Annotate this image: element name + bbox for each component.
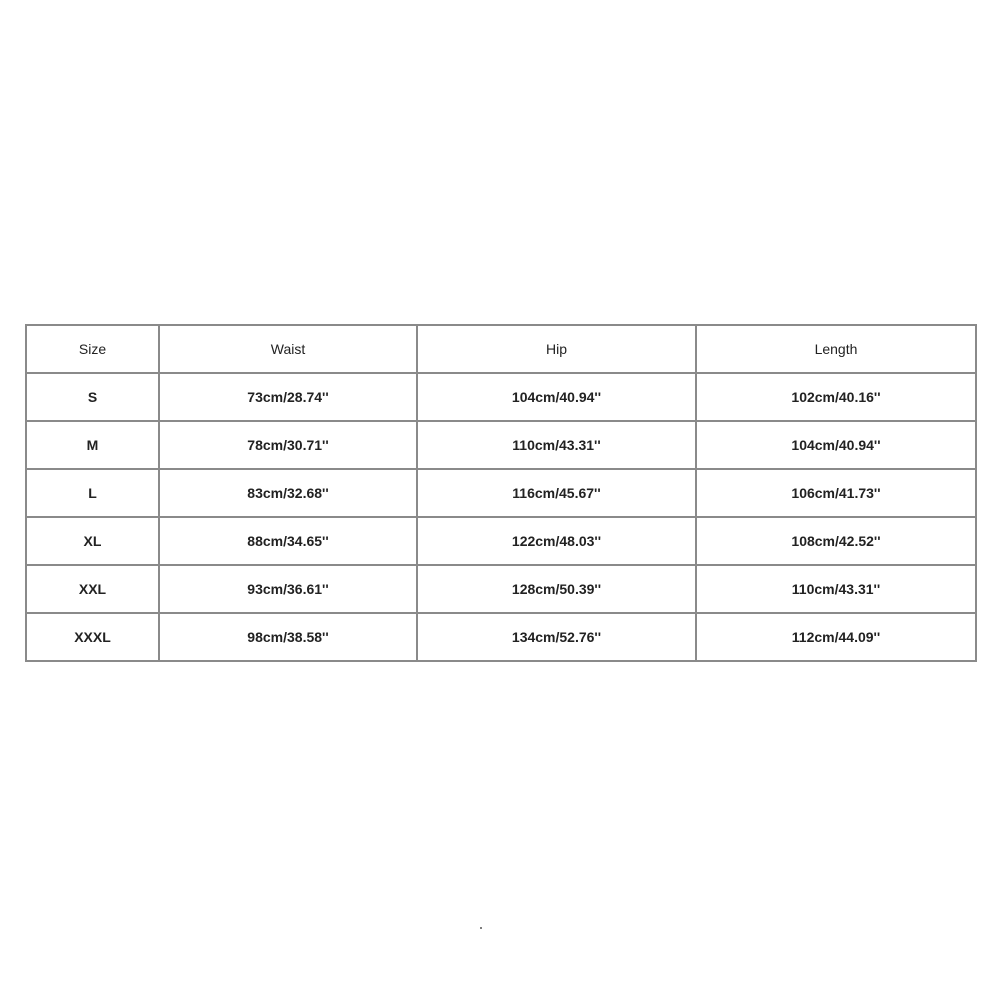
cell-hip: 104cm/40.94'': [417, 373, 696, 421]
cell-waist: 78cm/30.71'': [159, 421, 417, 469]
cell-hip: 116cm/45.67'': [417, 469, 696, 517]
table-row: [26, 469, 976, 517]
cell-size: S: [26, 373, 159, 421]
header-length: Length: [696, 325, 976, 373]
header-waist: Waist: [159, 325, 417, 373]
cell-waist: 98cm/38.58'': [159, 613, 417, 661]
cell-waist: 83cm/32.68'': [159, 469, 417, 517]
table-row: [26, 421, 976, 469]
cell-hip: 110cm/43.31'': [417, 421, 696, 469]
cell-length: 108cm/42.52'': [696, 517, 976, 565]
cell-waist: 73cm/28.74'': [159, 373, 417, 421]
cell-size: XL: [26, 517, 159, 565]
cell-size: M: [26, 421, 159, 469]
header-row: [26, 325, 976, 373]
cell-length: 104cm/40.94'': [696, 421, 976, 469]
cell-length: 112cm/44.09'': [696, 613, 976, 661]
cell-hip: 134cm/52.76'': [417, 613, 696, 661]
cell-length: 110cm/43.31'': [696, 565, 976, 613]
table-body: [26, 373, 976, 661]
table-header: [26, 325, 976, 373]
table-row: [26, 517, 976, 565]
cell-length: 102cm/40.16'': [696, 373, 976, 421]
cell-waist: 88cm/34.65'': [159, 517, 417, 565]
cell-hip: 122cm/48.03'': [417, 517, 696, 565]
cell-hip: 128cm/50.39'': [417, 565, 696, 613]
cell-size: XXL: [26, 565, 159, 613]
table-row: [26, 613, 976, 661]
cell-size: XXXL: [26, 613, 159, 661]
table-row: [26, 373, 976, 421]
table-row: [26, 565, 976, 613]
stray-dot: [480, 927, 482, 929]
cell-waist: 93cm/36.61'': [159, 565, 417, 613]
size-chart-table: [25, 324, 977, 662]
cell-length: 106cm/41.73'': [696, 469, 976, 517]
header-size: Size: [26, 325, 159, 373]
header-hip: Hip: [417, 325, 696, 373]
cell-size: L: [26, 469, 159, 517]
